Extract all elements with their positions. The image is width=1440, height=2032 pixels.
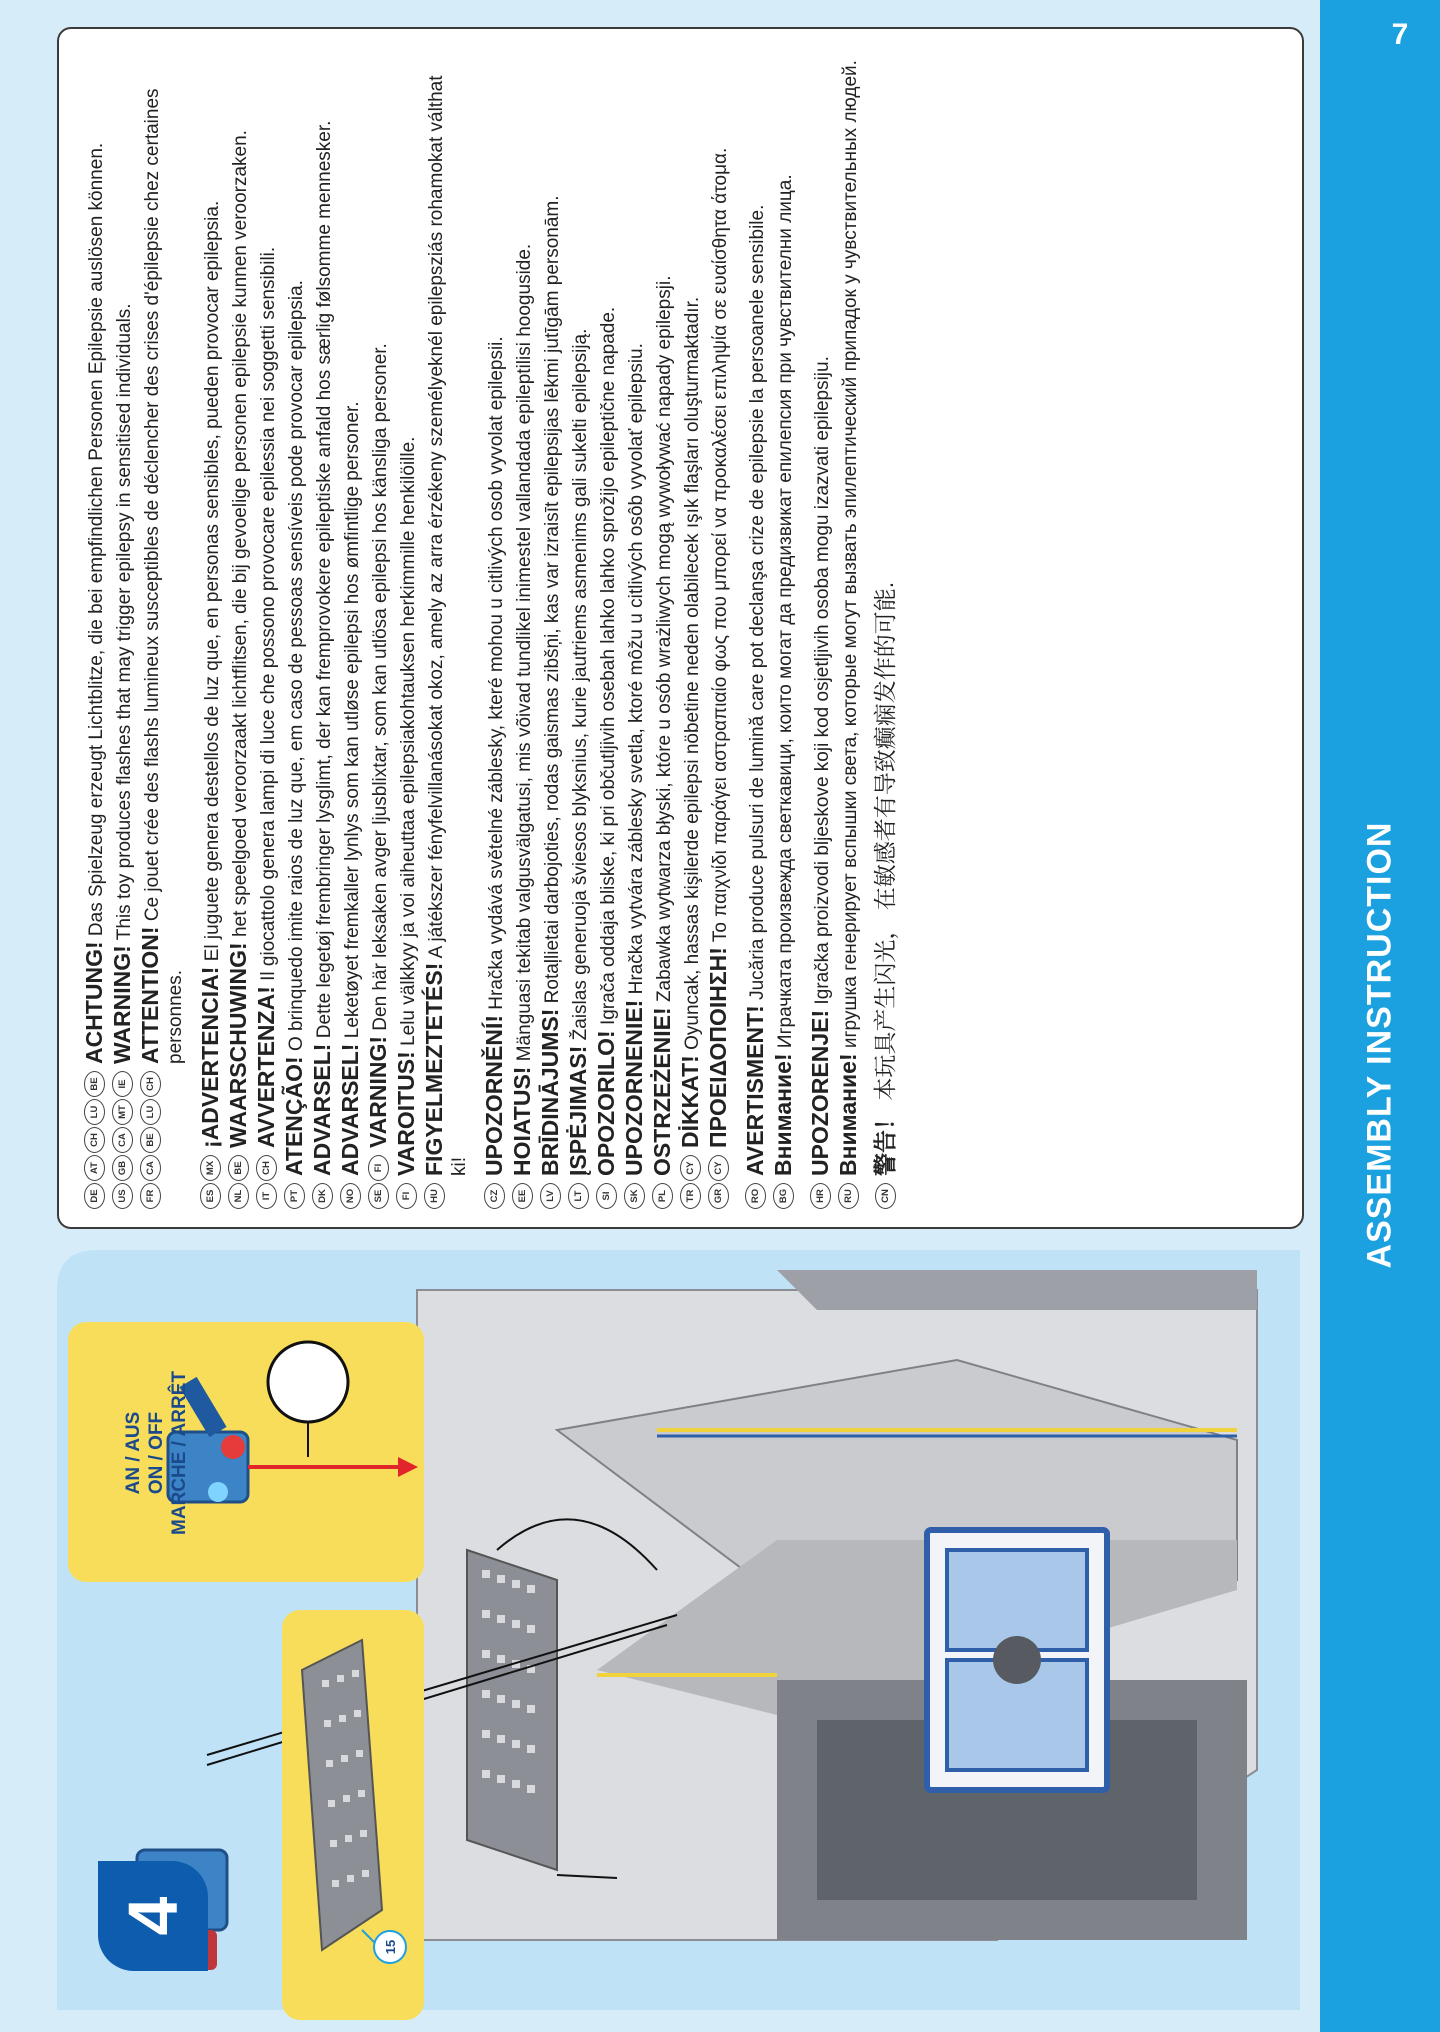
- country-code-badge: SE: [368, 1183, 389, 1209]
- warning-word: ΠΡΟΕΙΔΟΠΟΙΗΣΗ!: [705, 947, 731, 1148]
- country-code-badge: IE: [112, 1071, 133, 1097]
- warning-word: ATENÇÃO!: [281, 1056, 307, 1176]
- warning-body: Lelu välkkyy ja voi aiheuttaa epilepsiakohtauksen herkimmille henkilöille.: [398, 436, 419, 1046]
- warning-text: [395, 437, 420, 1176]
- country-codes: [339, 1183, 361, 1209]
- part-detail-icon: [282, 1610, 424, 2020]
- warning-text: [339, 401, 364, 1176]
- country-codes: [111, 1071, 133, 1209]
- warning-row: [255, 57, 280, 1209]
- warning-row: [595, 57, 620, 1209]
- warning-word: VARNING!: [365, 1035, 391, 1148]
- country-codes: [511, 1183, 533, 1209]
- warning-word: AVVERTENZA!: [253, 986, 279, 1148]
- warning-row: [83, 57, 108, 1209]
- warning-word: DİKKAT!: [677, 1055, 703, 1148]
- switch-label-group: [76, 1336, 236, 1570]
- warning-row: [539, 57, 564, 1209]
- warning-body: Igrača oddaja bliske, ki pri občutljivih osebah lahko lahko sprožijo epileptične napade.: [598, 306, 619, 1026]
- warning-word: WARNING!: [109, 945, 135, 1064]
- warning-word: ADVARSEL!: [337, 1043, 363, 1176]
- country-code-badge: SI: [596, 1183, 617, 1209]
- warning-row: [139, 57, 187, 1209]
- warning-body: A játékszer fényfelvillanásokat okoz, amely az arra érzékeny személyeknél epilepsziás rohamokat válthat ki!: [426, 75, 470, 1176]
- country-code-badge: PL: [652, 1183, 673, 1209]
- warning-row: [874, 57, 897, 1209]
- country-code-badge: US: [112, 1183, 133, 1209]
- warning-row: [511, 57, 536, 1209]
- warning-row: [809, 57, 834, 1209]
- country-codes: [679, 1155, 701, 1209]
- country-code-badge: RO: [745, 1183, 766, 1209]
- warning-body: Zabawka wytwarza błyski, które u osób wrażliwych mogą wywoływać napady epilepsji.: [654, 275, 675, 1003]
- country-codes: [139, 1071, 161, 1209]
- warning-body: Hračka vydává světelné záblesky, které mohou u citlivých osob vyvolat epilepsii.: [486, 336, 507, 1010]
- country-codes: [874, 1183, 896, 1209]
- warning-text: [679, 297, 704, 1148]
- warning-list: [59, 29, 897, 1227]
- warning-word: UPOZORENJE!: [807, 1009, 833, 1176]
- country-code-badge: GB: [112, 1155, 133, 1181]
- warning-body: Žaislas generuoja šviesos blyksnius, kurie jautriems asmenims gali sukelti epilepsiją.: [570, 328, 591, 1041]
- part-number-callout: 15: [373, 1930, 407, 1964]
- warning-body: Das Spielzeug erzeugt Lichtblitze, die bei empfindlichen Personen Epilepsie auslösen können.: [86, 142, 107, 937]
- country-code-badge: BG: [773, 1183, 794, 1209]
- epilepsy-warning-panel: [57, 27, 1304, 1229]
- country-code-badge: BE: [140, 1127, 161, 1153]
- country-code-badge: LT: [568, 1183, 589, 1209]
- warning-text: [83, 143, 108, 1064]
- country-codes: [651, 1183, 673, 1209]
- warning-text: [111, 303, 136, 1064]
- warning-row: [772, 57, 797, 1209]
- warning-text: [623, 343, 648, 1176]
- country-codes: [837, 1183, 859, 1209]
- country-codes: [707, 1155, 729, 1209]
- warning-row: [483, 57, 508, 1209]
- country-code-badge: DK: [312, 1183, 333, 1209]
- country-codes: [623, 1183, 645, 1209]
- warning-text: [539, 195, 564, 1176]
- country-code-badge: PT: [284, 1183, 305, 1209]
- warning-row: [395, 57, 420, 1209]
- warning-text: [567, 329, 592, 1176]
- country-codes: [255, 1155, 277, 1209]
- country-code-badge: AT: [84, 1155, 105, 1181]
- warning-text: [874, 582, 897, 1176]
- page-number: 7: [1391, 18, 1409, 51]
- country-code-badge: TR: [680, 1183, 701, 1209]
- warning-body: Rotaļlietai darbojoties, rodas gaismas zibšņi, kas var izraisīt epilepsijas lēkmi jutīgām personām.: [542, 195, 563, 1004]
- country-code-badge: CH: [84, 1127, 105, 1153]
- country-codes: [595, 1183, 617, 1209]
- warning-body: Den här leksaken avger ljusblixtar, som kan utlösa epilepsi hos känsliga personer.: [370, 343, 391, 1031]
- country-code-badge: EE: [512, 1183, 533, 1209]
- warning-body: Il giocattolo genera lampi di luce che possono provocare epilessia nei soggetti sensibili.: [258, 246, 279, 981]
- country-code-badge: LU: [140, 1099, 161, 1125]
- country-codes: [311, 1183, 333, 1209]
- country-codes: [395, 1183, 417, 1209]
- warning-text: [595, 307, 620, 1176]
- warning-word: ATTENTION!: [137, 926, 163, 1064]
- country-code-badge: NL: [228, 1183, 249, 1209]
- country-code-badge: SK: [624, 1183, 645, 1209]
- country-codes: [367, 1155, 389, 1209]
- warning-word: Внимание!: [835, 1053, 861, 1176]
- warning-row: [837, 57, 862, 1209]
- warning-row: [567, 57, 592, 1209]
- country-code-badge: LU: [84, 1099, 105, 1125]
- warning-body: Dette legetøj frembringer lysglimt, der kan fremprovokere epileptiske anfald hos særlig følsomme mennesker.: [314, 120, 335, 1039]
- country-code-badge: IT: [256, 1183, 277, 1209]
- warning-word: OSTRZEŻENIE!: [649, 1007, 675, 1176]
- country-codes: [283, 1183, 305, 1209]
- warning-body: Oyuncak, hassas kişilerde epilepsi nöbetine neden olabilecek ışık flaşları oluşturmaktadır.: [682, 296, 703, 1050]
- warning-word: FIGYELMEZTETÉS!: [421, 962, 447, 1176]
- warning-word: UPOZORNENIE!: [621, 999, 647, 1176]
- warning-row: [651, 57, 676, 1209]
- country-codes: [83, 1071, 105, 1209]
- country-code-badge: NO: [340, 1183, 361, 1209]
- warning-text: [311, 121, 336, 1176]
- warning-word: WAARSCHUWING!: [225, 942, 251, 1148]
- grate-part-icon: [467, 1550, 557, 1870]
- warning-row: [339, 57, 364, 1209]
- country-codes: [199, 1155, 221, 1209]
- warning-text: [483, 336, 508, 1176]
- warning-body: El juguete genera destellos de luz que, en personas sensibles, pueden provocar epilepsia.: [202, 200, 223, 962]
- country-code-badge: FI: [396, 1183, 417, 1209]
- warning-body: Mänguasi tekitab valgusvälgatusi, mis võivad tundlikel inimestel vallandada epileptilisi hooguside.: [514, 243, 535, 1062]
- warning-row: [744, 57, 769, 1209]
- warning-text: [199, 201, 224, 1148]
- country-code-badge: HR: [810, 1183, 831, 1209]
- warning-word: UPOZORNĚNÍ!: [481, 1015, 507, 1176]
- warning-text: [283, 280, 308, 1176]
- warning-word: ¡ADVERTENCIA!: [197, 966, 223, 1148]
- warning-text: [837, 60, 862, 1176]
- warning-body: Играчката произвежда светкавици, които могат да предизвикат епилепсия при чувствителни лица.: [775, 174, 796, 1049]
- warning-row: [679, 57, 704, 1209]
- warning-word: VAROITUS!: [393, 1051, 419, 1176]
- country-code-badge: FI: [368, 1155, 389, 1181]
- warning-row: [367, 57, 392, 1209]
- warning-body: Leketøyet fremkaller lynlys som kan utløse epilepsi hos ømfintlige personer.: [342, 401, 363, 1039]
- country-code-badge: BE: [84, 1071, 105, 1097]
- country-codes: [423, 1183, 445, 1209]
- switch-label-de: AN / AUS: [122, 1411, 144, 1495]
- country-code-badge: CN: [875, 1183, 896, 1209]
- warning-text: [227, 130, 252, 1148]
- country-code-badge: CH: [256, 1155, 277, 1181]
- country-codes: [227, 1155, 249, 1209]
- warning-body: Hračka vytvára záblesky svetla, ktoré môžu u citlivých osôb vyvolať epilepsiu.: [626, 343, 647, 995]
- country-code-badge: GR: [708, 1183, 729, 1209]
- warning-word: AVERTISMENT!: [742, 1005, 768, 1176]
- country-code-badge: RU: [838, 1183, 859, 1209]
- warning-word: ACHTUNG!: [81, 941, 107, 1064]
- warning-body: Igračka proizvodi bljeskove koji kod osjetljivih osoba mogu izazvati epilepsiju.: [812, 356, 833, 1005]
- country-code-badge: CY: [680, 1155, 701, 1181]
- country-code-badge: BE: [228, 1155, 249, 1181]
- warning-body: Jucăria produce pulsuri de lumină care pot declanşa crize de epilepsie la persoanele sensibile.: [747, 204, 768, 1000]
- warning-body: игрушка генерирует вспышки света, которые могут вызвать эпилептический припадок у чувствительных людей.: [840, 60, 861, 1049]
- warning-text: [255, 247, 280, 1148]
- warning-row: [227, 57, 252, 1209]
- country-codes: [483, 1183, 505, 1209]
- warning-text: [511, 244, 536, 1176]
- warning-row: [707, 57, 732, 1209]
- country-code-badge: CA: [140, 1155, 161, 1181]
- warning-text: [744, 205, 769, 1176]
- country-codes: [809, 1183, 831, 1209]
- warning-body: This toy produces flashes that may trigger epilepsy in sensitised individuals.: [114, 303, 135, 941]
- warning-text: [651, 276, 676, 1176]
- country-code-badge: DE: [84, 1183, 105, 1209]
- country-codes: [772, 1183, 794, 1209]
- country-code-badge: CH: [140, 1071, 161, 1097]
- section-title: ASSEMBLY INSTRUCTION: [1360, 821, 1399, 1269]
- warning-body: het speelgoed veroorzaakt lichtflitsen, die bij gevoelige personen epilepsie kunnen veroorzaken.: [230, 130, 251, 938]
- country-code-badge: LV: [540, 1183, 561, 1209]
- warning-panel-content: [59, 29, 1302, 1227]
- warning-row: [111, 57, 136, 1209]
- warning-row: [623, 57, 648, 1209]
- country-code-badge: HU: [424, 1183, 445, 1209]
- country-codes: [539, 1183, 561, 1209]
- country-code-badge: CA: [112, 1127, 133, 1153]
- warning-word: OPOZORILO!: [593, 1030, 619, 1176]
- country-code-badge: ES: [200, 1183, 221, 1209]
- warning-text: [707, 148, 732, 1148]
- country-codes: [744, 1183, 766, 1209]
- country-code-badge: FR: [140, 1183, 161, 1209]
- warning-row: [311, 57, 336, 1209]
- step-number: 4: [114, 1896, 192, 1936]
- switch-label-fr: MARCHE / ARRÊT: [168, 1371, 190, 1535]
- warning-body: Το παιχνίδι παράγει αστραπιαίο φως που μπορεί να προκαλέσει επιληψία σε ευαίσθητα άτομα.: [710, 147, 731, 943]
- warning-text: [367, 343, 392, 1148]
- warning-word: BRĪDINĀJUMS!: [537, 1008, 563, 1176]
- warning-body: Ce jouet crée des flashs lumineux susceptibles de déclencher des crises d'épilepsie chez certaines personnes.: [142, 88, 186, 1064]
- warning-word: ADVARSEL!: [309, 1043, 335, 1176]
- country-code-badge: MX: [200, 1155, 221, 1181]
- part-detail-box: [282, 1610, 424, 2020]
- warning-text: [809, 356, 834, 1176]
- switch-label-en: ON / OFF: [145, 1411, 167, 1495]
- warning-body: O brinquedo imite raios de luz que, em caso de pessoas sensíveis pode provocar epilepsia.: [286, 280, 307, 1052]
- warning-text: [423, 57, 471, 1176]
- warning-row: [199, 57, 224, 1209]
- country-code-badge: CY: [708, 1155, 729, 1181]
- warning-word: 警告！: [872, 1107, 898, 1176]
- country-code-badge: CZ: [484, 1183, 505, 1209]
- warning-word: ĮSPĖJIMAS!: [565, 1045, 591, 1176]
- country-code-badge: MT: [112, 1099, 133, 1125]
- warning-word: Внимание!: [770, 1053, 796, 1176]
- warning-row: [283, 57, 308, 1209]
- warning-body: 本玩具产生闪光， 在敏感者有导致癫痫发作的可能.: [872, 581, 898, 1101]
- warning-text: [772, 174, 797, 1176]
- warning-word: HOIATUS!: [509, 1066, 535, 1176]
- warning-row: [423, 57, 471, 1209]
- country-codes: [567, 1183, 589, 1209]
- warning-text: [139, 57, 187, 1064]
